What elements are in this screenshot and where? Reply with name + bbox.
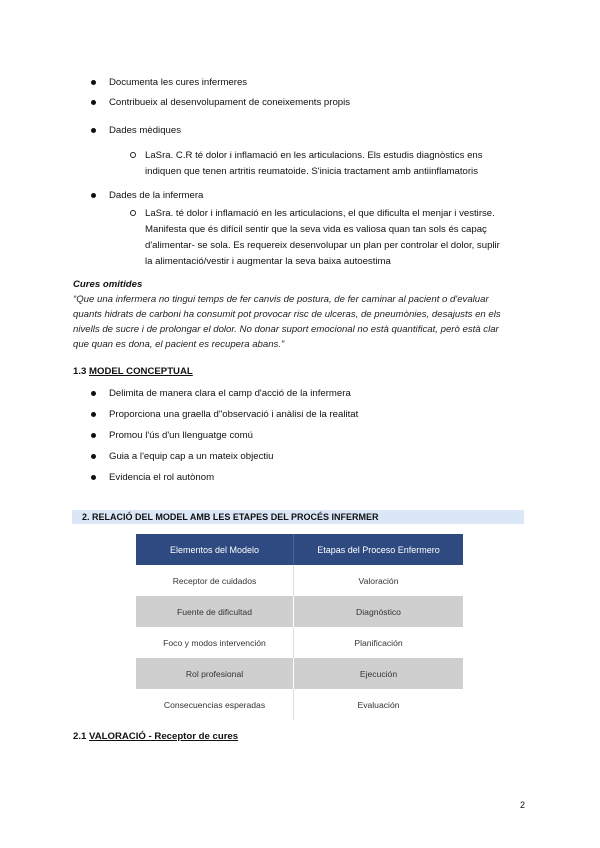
list-item: Documenta les cures infermeres [109,77,248,88]
quote-line: que quan es dona, el pacient es recupera abans.” [73,339,285,350]
bullet-dot [91,433,96,438]
section-number: 1.3 [73,366,90,377]
list-item: Proporciona una graella d"observació i anàlisi de la realitat [109,409,359,420]
table-cell: Planificación [294,627,464,658]
list-item: Delimita de manera clara el camp d'acció de la infermera [109,388,351,399]
paragraph-line: LaSra. té dolor i inflamació en les articulacions, el que dificulta el menjar i vestirse. [145,208,495,219]
list-item-dades-mediques: Dades mèdiques [109,125,181,136]
paragraph-line: la alimentació/vestir i augmentar la seva baixa autoestima [145,256,391,267]
list-item: Promou l'ús d'un llenguatge comú [109,430,253,441]
list-item-dades-infermera: Dades de la infermera [109,190,204,201]
section-heading-model-conceptual [73,366,193,378]
page-number: 2 [520,800,526,810]
table-row [136,689,463,720]
sub-bullet-circle [130,210,136,216]
section-number: 2.1 [73,731,90,742]
section-heading-relacio: 2. RELACIÓ DEL MODEL AMB LES ETAPES DEL PROCÉS INFERMER [82,512,379,522]
bullet-dot [91,100,96,105]
table-cell: Ejecución [294,658,464,689]
bullet-dot [91,193,96,198]
bullet-dot [91,412,96,417]
quote-block [73,292,533,352]
paragraph-line: Manifesta que és difícil sentir que la seva vida es valiosa quan tan sols és capaç [145,224,487,235]
table-cell: Valoración [294,565,464,596]
paragraph-line: d'alimentar- se sola. Es requereix desenvolupar un plan per controlar el dolor, suplir [145,240,500,251]
list-item: Guia a l'equip cap a un mateix objectiu [109,451,274,462]
table-row [136,658,463,689]
table-header-row [136,534,463,565]
table-row [136,565,463,596]
quote-line: nivells de sucre i de prolongar el dolor. No donar suport emocional no està quantificat, però està clar [73,324,499,335]
bullet-dot [91,391,96,396]
model-stages-table [136,534,463,720]
quote-line: quants hidrats de carboni ha consumit pot provocar risc de ulceras, de pneumònies, desajusts en els [73,309,501,320]
table-cell: Rol profesional [136,658,294,689]
paragraph-line: indiquen que tenen artritis reumatoide. S'inicia tractament amb antiinflamatoris [145,166,478,177]
list-item: Contribueix al desenvolupament de coneixements propis [109,97,351,108]
bullet-dot [91,128,96,133]
table-header-cell: Etapas del Proceso Enfermero [294,534,464,565]
table-row [136,596,463,627]
list-item: Evidencia el rol autònom [109,472,215,483]
quote-line: “Que una infermera no tingui temps de fer canvis de postura, de fer caminar al pacient o d'evaluar [73,294,489,305]
table-row [136,627,463,658]
table-cell: Diagnóstico [294,596,464,627]
section-heading-valoracio [73,731,238,743]
table-header-cell: Elementos del Modelo [136,534,294,565]
section-heading-cures-omitides: Cures omitides [73,279,143,290]
bullet-dot [91,80,96,85]
section-title: MODEL CONCEPTUAL [89,366,193,377]
table-cell: Receptor de cuidados [172,575,257,586]
table-cell: Foco y modos intervención [163,637,266,648]
sub-bullet-circle [130,152,136,158]
table-cell: Evaluación [294,689,464,720]
table-cell: Fuente de dificultad [136,596,294,627]
table-cell: Consecuencias esperadas [163,699,266,710]
bullet-dot [91,475,96,480]
section-title: VALORACIÓ - Receptor de cures [89,731,239,742]
paragraph-line: LaSra. C.R té dolor i inflamació en les articulacions. Els estudis diagnòstics ens [145,150,483,161]
bullet-dot [91,454,96,459]
